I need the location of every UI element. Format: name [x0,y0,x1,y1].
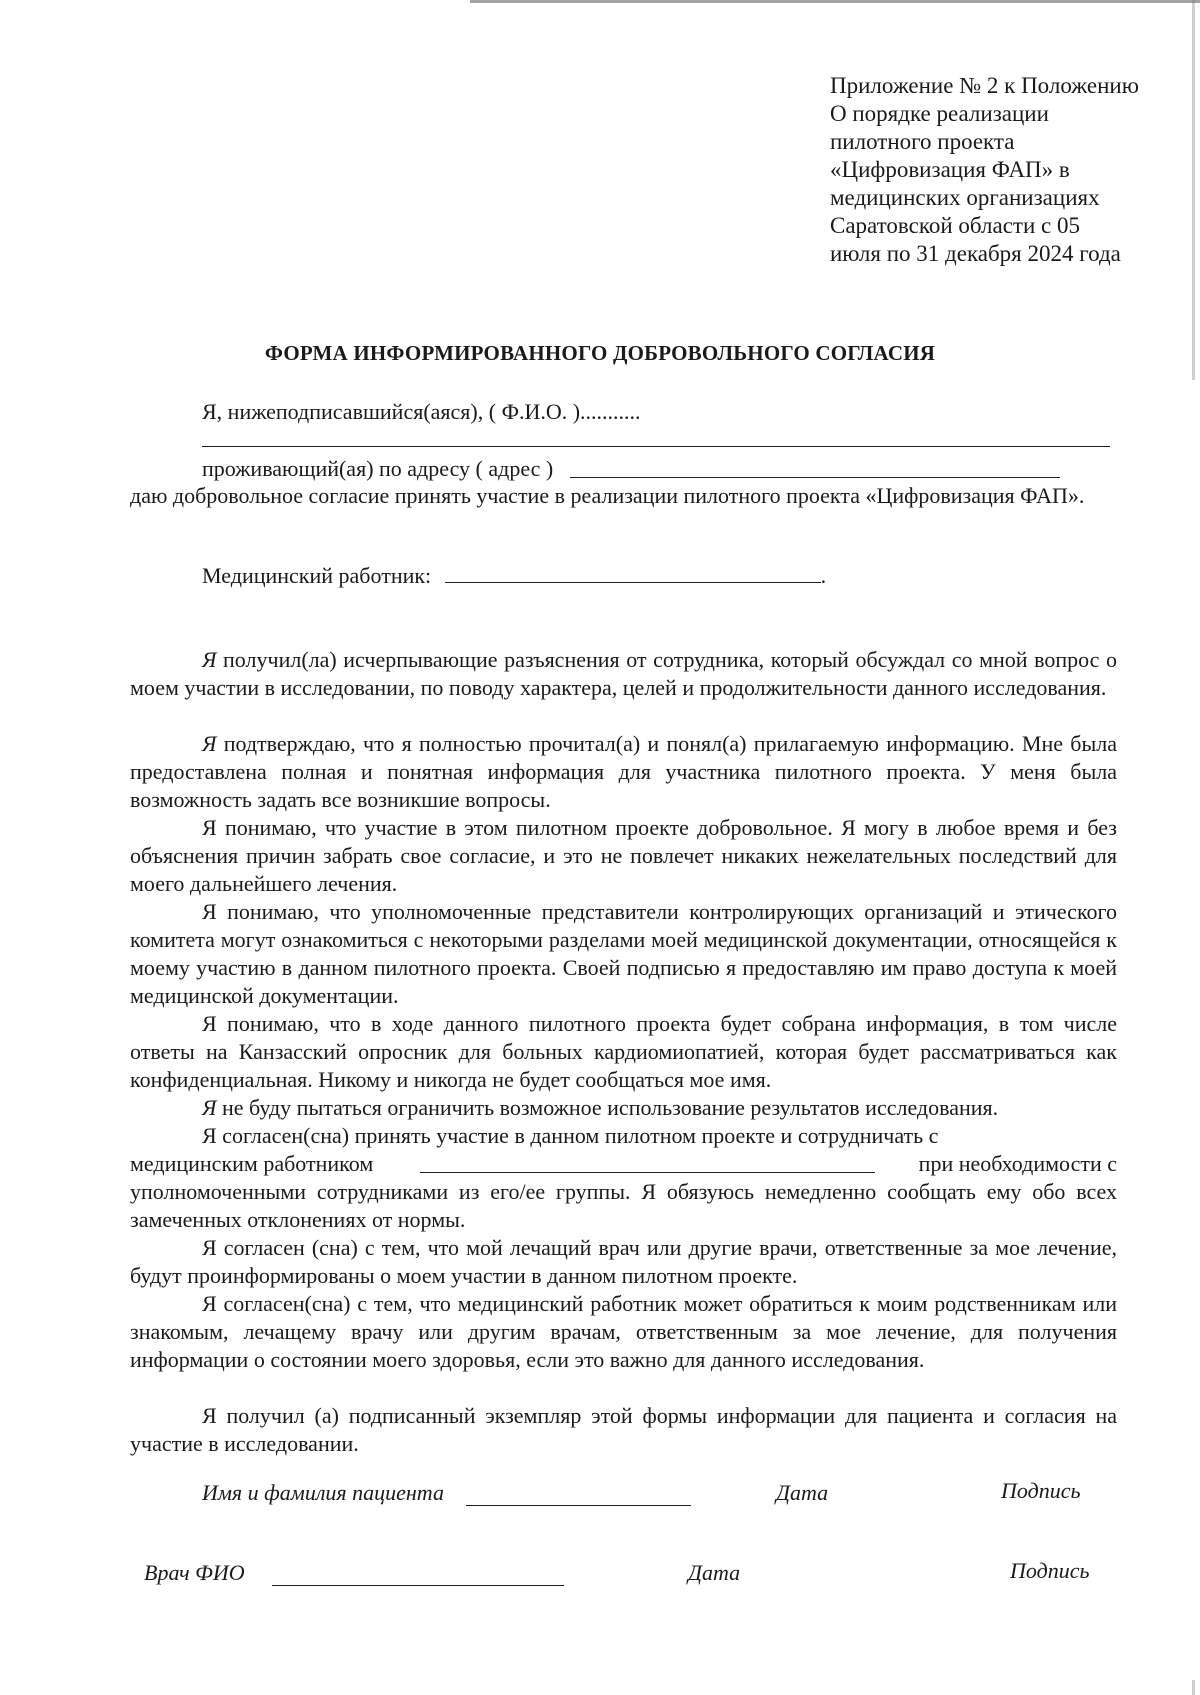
paragraph-results [130,1094,1117,1122]
consent-text: даю добровольное согласие принять участие в реализации пилотного проекта «Цифровизация ФАП». [130,483,1085,508]
paragraph-confirm [130,730,1117,814]
cooperate-label: медицинским работником [130,1151,374,1176]
doctor-name-blank-line[interactable] [272,1585,564,1586]
paragraph-text: Я согласен(сна) с тем, что медицинский работник может обратиться к моим родственникам или знакомым, лечащему врачу или другим врачам, ответственным за мое лечение, для получения информации о состоянии моего здоровья, если это важно для данного исследования. [130,1291,1117,1372]
paragraph-voluntary [130,814,1117,898]
paragraph-text: получил(ла) исчерпывающие разъяснения от сотрудника, который обсуждал со мной вопрос о моем участии в исследовании, по поводу характера, целей и продолжительности данного исследования. [130,647,1117,700]
address-label: проживающий(ая) по адресу ( адрес ) [202,456,554,481]
paragraph-informed-doctor [130,1234,1117,1290]
paragraph-lead: Я [202,647,217,672]
paragraph-text: не буду пытаться ограничить возможное использование результатов исследования. [216,1095,999,1120]
cooperate-after: при необходимости с [918,1151,1117,1176]
appendix-line: пилотного проекта [830,129,1015,154]
fio-blank-line[interactable] [202,446,1110,447]
undersigned-label: Я, нижеподписавшийся(аяся), ( Ф.И.О. )........... [202,399,641,424]
doctor-signature-label: Подпись [1010,1558,1090,1583]
medworker-label-text: Медицинский работник: [202,563,432,588]
paragraph-contact-relatives [130,1290,1117,1374]
paragraph-text: Я понимаю, что уполномоченные представители контролирующих организаций и этического комитета могут ознакомиться с некоторыми разделами моей медицинской документации, относящейся к моему участию в данном пилотного проекта. Своей подписью я предоставляю им право доступа к моей медицинской документации. [130,899,1117,1008]
medworker-label [202,562,826,590]
medworker-period: . [820,563,827,588]
doctor-date-label: Дата [688,1560,741,1585]
medworker-blank-line[interactable] [445,562,821,583]
paragraph-copy-received [130,1402,1117,1458]
appendix-reference [830,72,1180,268]
paragraph-cooperate-line1 [130,1122,1117,1150]
paragraph-text: Я понимаю, что участие в этом пилотном проекте добровольное. Я могу в любое время и без объяснения причин забрать свое согласие, и это не повлечет никаких нежелательных последствий для моего дальнейшего лечения. [130,815,1117,896]
appendix-line: июля по 31 декабря 2024 года [830,241,1121,266]
form-title: ФОРМА ИНФОРМИРОВАННОГО ДОБРОВОЛЬНОГО СОГЛАСИЯ [264,341,936,365]
paragraph-text: Я согласен(сна) принять участие в данном пилотном проекте и сотрудничать с [202,1123,939,1148]
paragraph-lead: Я [202,1095,217,1120]
paragraph-access [130,898,1117,1010]
address-blank-line[interactable] [570,477,1060,478]
paragraph-confidential [130,1010,1117,1094]
paragraph-text: Я понимаю, что в ходе данного пилотного проекта будет собрана информация, в том числе ответы на Канзасский опросник для больных кардиомиопатией, которая будет рассматриваться как конфиденциальная. Никому и никогда не будет сообщаться мое имя. [130,1011,1117,1092]
patient-signature-label: Подпись [1001,1478,1081,1503]
patient-date-label: Дата [776,1480,829,1505]
appendix-line: Приложение № 2 к Положению [830,73,1139,98]
patient-name-label: Имя и фамилия пациента [202,1480,444,1505]
scan-edge-top [470,0,1200,3]
scan-edge-gap [1189,380,1195,1680]
paragraph-text: подтверждаю, что я полностью прочитал(а) и понял(а) прилагаемую информацию. Мне была предоставлена полная и понятная информация для участника пилотного проекта. У меня была возможность задать все возникшие вопросы. [130,731,1117,812]
paragraph-lead: Я [202,731,217,756]
paragraph-text: Я получил (а) подписанный экземпляр этой формы информации для пациента и согласия на участие в исследовании. [130,1403,1117,1456]
paragraph-explanations [130,646,1117,702]
paragraph-text: Я согласен (сна) с тем, что мой лечащий врач или другие врачи, ответственные за мое лечение, будут проинформированы о моем участии в данном пилотном проекте. [130,1235,1117,1288]
doctor-name-label: Врач ФИО [144,1560,245,1585]
medworker-name-blank-line[interactable] [420,1152,875,1173]
appendix-line: медицинских организациях [830,185,1100,210]
appendix-line: О порядке реализации [830,101,1049,126]
paragraph-cooperate-rest: уполномоченными сотрудниками из его/ее группы. Я обязуюсь немедленно сообщать ему обо всех замеченных отклонениях от нормы. [130,1179,1117,1232]
patient-name-blank-line[interactable] [466,1505,691,1506]
appendix-line: «Цифровизация ФАП» в [830,157,1070,182]
appendix-line: Саратовской области с 05 [830,213,1081,238]
